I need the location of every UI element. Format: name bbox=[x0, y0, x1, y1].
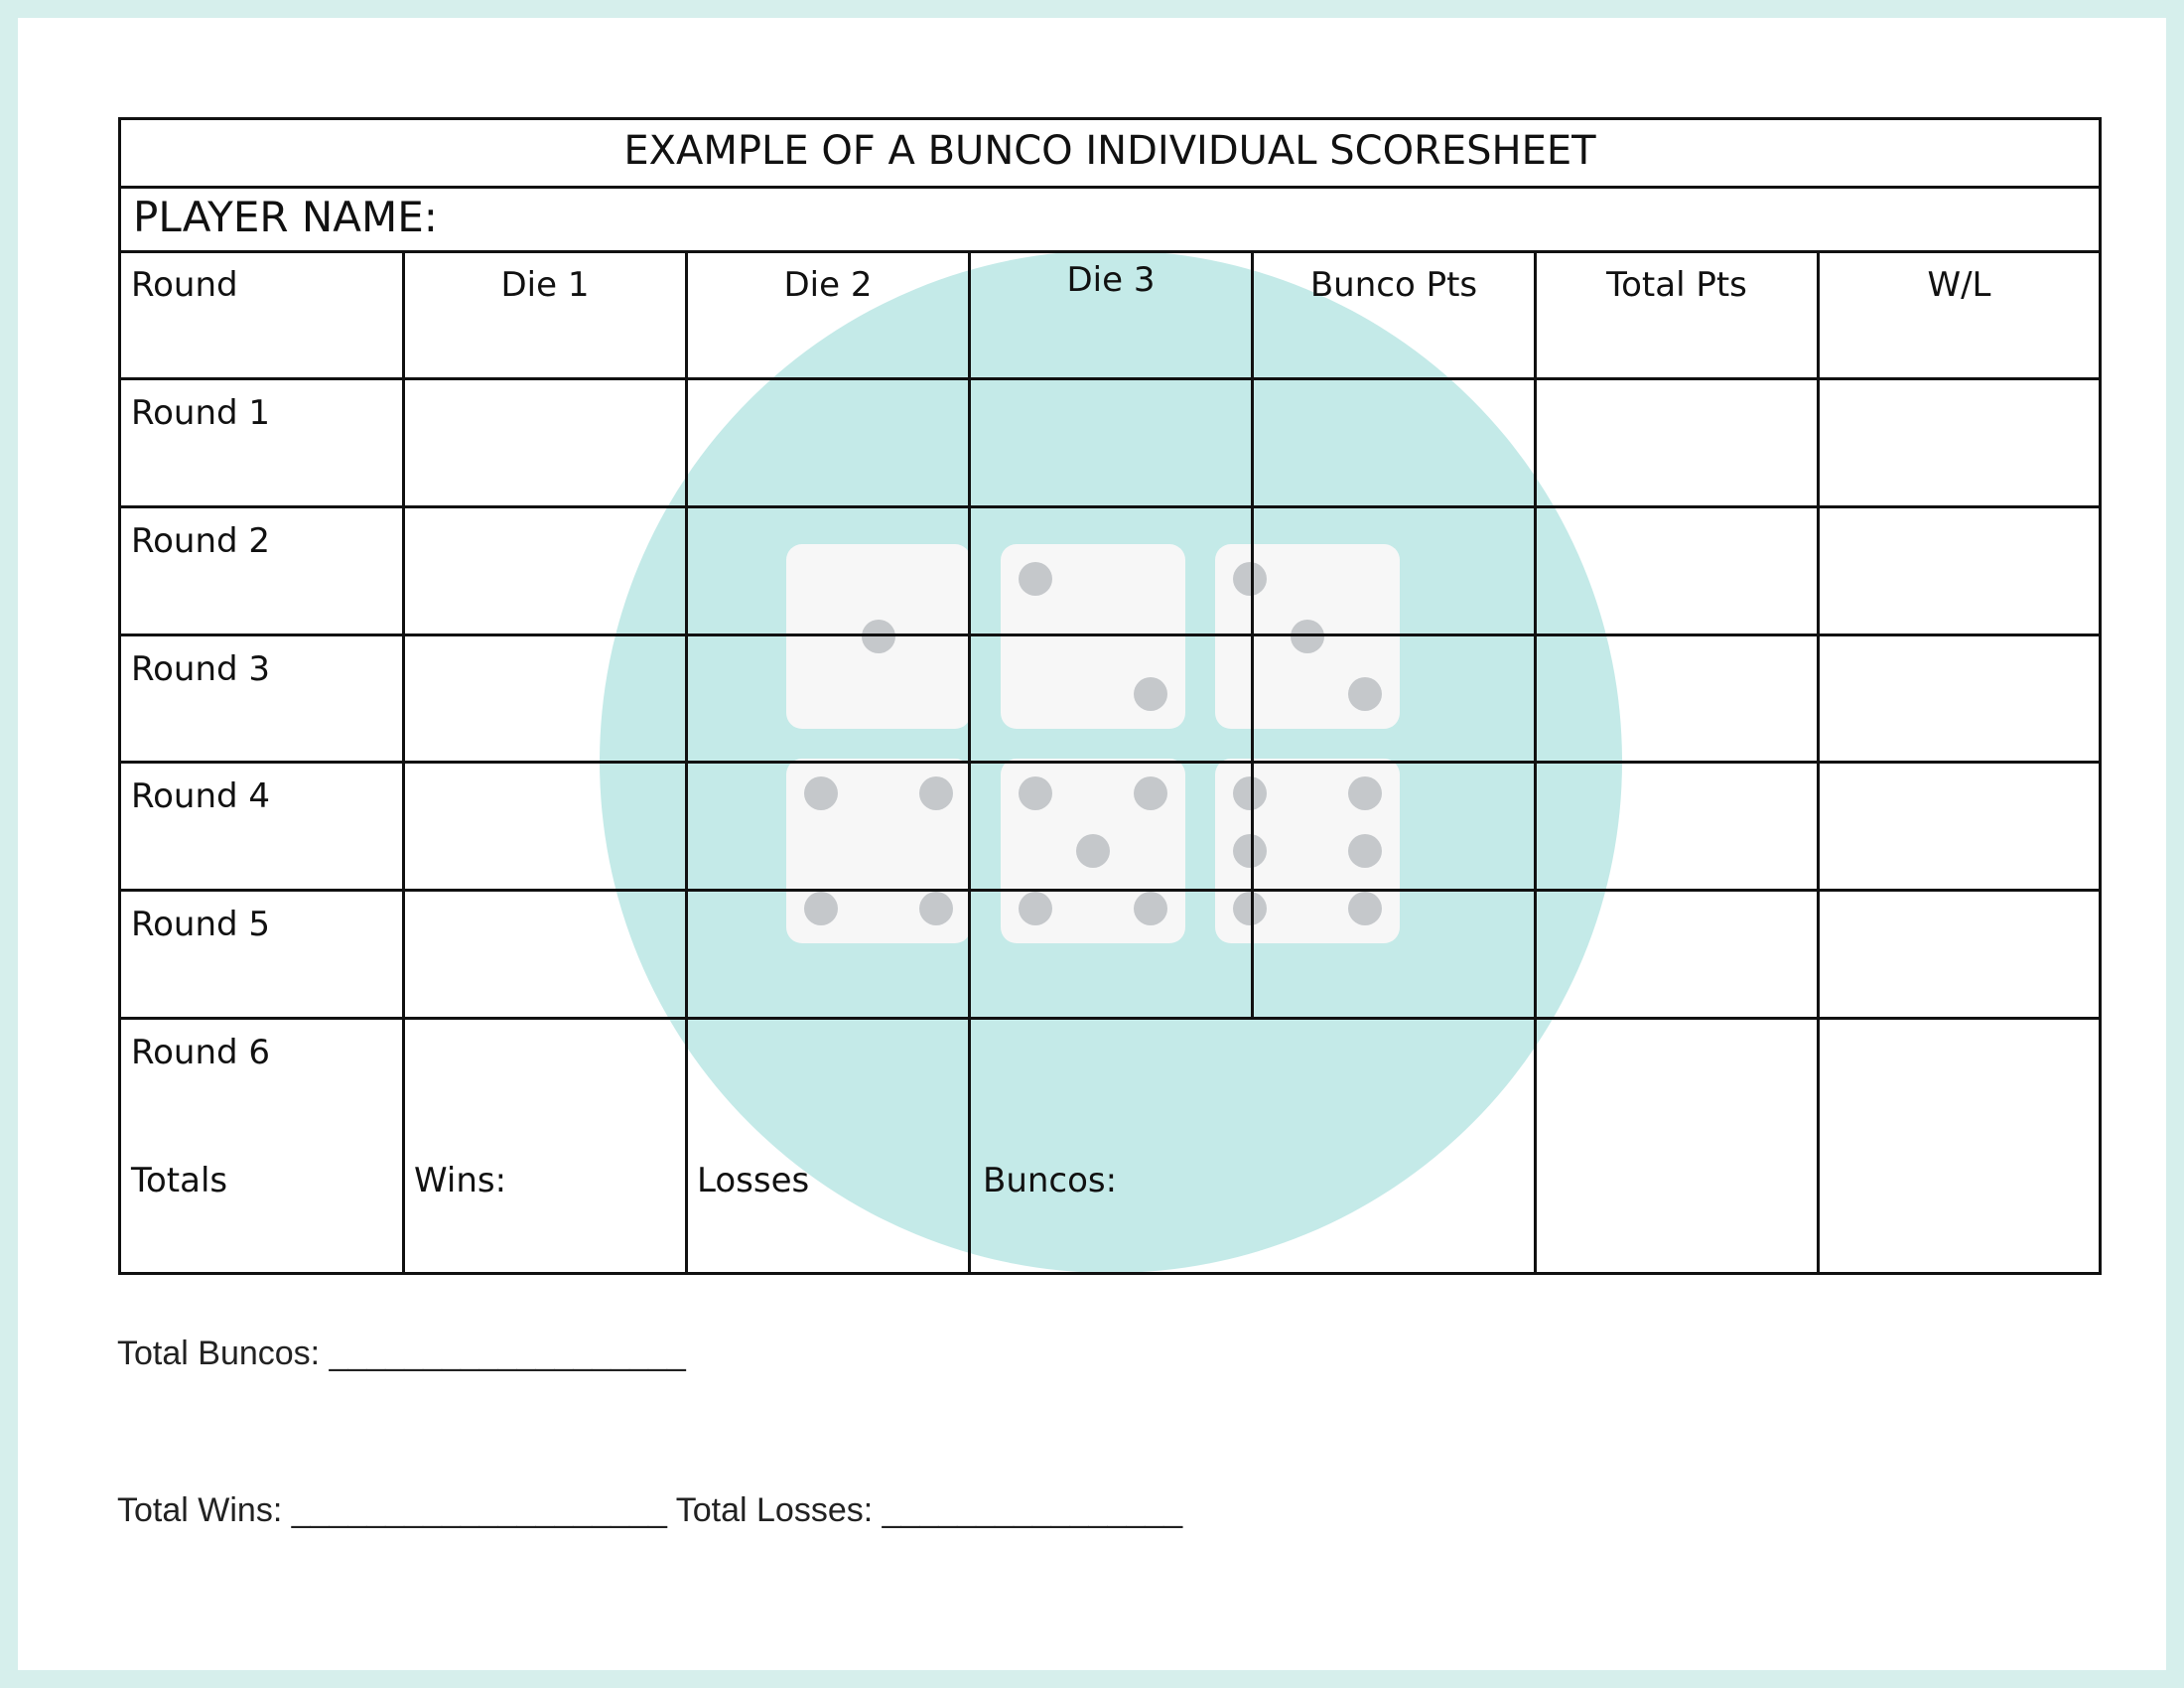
round-label-3: Round 3 bbox=[131, 649, 271, 689]
player-name-label[interactable]: PLAYER NAME: bbox=[133, 193, 438, 241]
totals-wins-label: Wins: bbox=[414, 1161, 507, 1200]
header-round: Round bbox=[131, 265, 238, 305]
header-die-3: Die 3 bbox=[1066, 260, 1156, 300]
total-losses-field: Total Losses: ________________ bbox=[675, 1491, 1183, 1529]
header-total-pts: Total Pts bbox=[1606, 265, 1747, 305]
round-label-4: Round 4 bbox=[131, 776, 271, 816]
totals-label: Totals bbox=[131, 1161, 228, 1200]
totals-buncos-label: Buncos: bbox=[983, 1161, 1118, 1200]
scoresheet-page bbox=[18, 18, 2166, 1670]
round-label-1: Round 1 bbox=[131, 393, 271, 433]
round-label-2: Round 2 bbox=[131, 521, 271, 561]
score-table bbox=[118, 117, 2102, 1275]
header-die-2: Die 2 bbox=[783, 265, 873, 305]
total-wins-field: Total Wins: ____________________ bbox=[117, 1491, 667, 1529]
sheet-title: EXAMPLE OF A BUNCO INDIVIDUAL SCORESHEET bbox=[623, 128, 1596, 174]
header-wl: W/L bbox=[1927, 265, 1991, 305]
header-die-1: Die 1 bbox=[500, 265, 590, 305]
totals-losses-label: Losses bbox=[697, 1161, 810, 1200]
total-buncos-line: Total Buncos: ___________________ bbox=[117, 1335, 686, 1372]
header-bunco-pts: Bunco Pts bbox=[1309, 265, 1478, 305]
round-label-5: Round 5 bbox=[131, 905, 271, 944]
round-label-6: Round 6 bbox=[131, 1033, 271, 1072]
total-wins-line bbox=[117, 1491, 1182, 1530]
